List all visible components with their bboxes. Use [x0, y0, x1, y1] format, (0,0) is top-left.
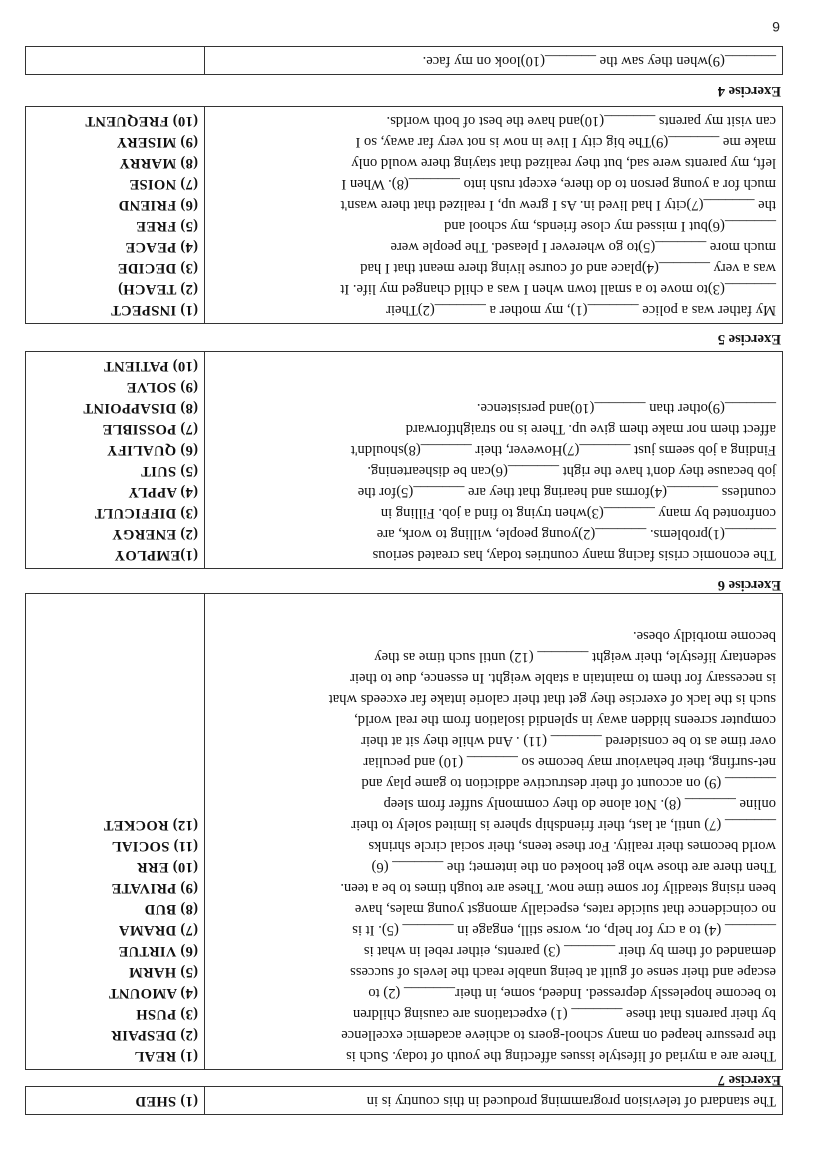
exercise-6-table	[25, 593, 783, 1070]
exercise-4-title: Exercise 4	[717, 83, 781, 99]
exercise-4-table	[25, 106, 783, 324]
word-item: (2) TEACH)	[117, 281, 198, 297]
text-line: become morbidly obese.	[632, 628, 776, 644]
text-line: was a very _______(4)place and of course living there meant that I had	[360, 260, 776, 276]
exercise-prev-words	[26, 47, 205, 75]
word-item: (5) SUIT	[140, 463, 198, 479]
word-item: (7) DRAMA	[118, 922, 198, 938]
word-item: (1) REAL	[134, 1048, 198, 1064]
word-item: (7) NOISE	[129, 176, 198, 192]
text-line: left, my parents were sad, but they realized that staying there would only	[351, 155, 776, 171]
text-line: is necessary for them to maintain a stable weight. In essence, due to their	[350, 670, 776, 686]
exercise-6-title: Exercise 6	[717, 577, 781, 593]
word-item: (2) ENERGY	[111, 526, 198, 542]
text-line: confronted by many _______(3)when trying to find a job. Filling in	[380, 505, 776, 521]
exercise-7-title: Exercise 7	[717, 1072, 781, 1088]
exercise-5-words	[26, 352, 205, 569]
text-line: world becomes their reality. For these teens, their social circle shrinks	[368, 838, 776, 854]
exercise-4-text	[205, 107, 783, 324]
text-line: been rising steadily for some time now. These are tough times to be a teen.	[340, 880, 776, 896]
exercise-prev-table	[25, 46, 783, 75]
word-item: (3) DECIDE	[117, 260, 198, 276]
word-item: (3) DIFFICULT	[94, 505, 198, 521]
text-line: _______(1)problems. _______(2)young people, willing to work, are	[376, 526, 776, 542]
exercise-5-title: Exercise 5	[717, 331, 781, 347]
word-item: (6) FRIEND	[118, 197, 198, 213]
word-item: (1) INSPECT	[110, 302, 198, 318]
text-line: the pressure heaped on many school-goers to achieve academic excellence	[341, 1027, 776, 1043]
word-item: (4) PEACE	[125, 239, 198, 255]
text-line: _______ (7) until, at last, their friendship sphere is limited solely to their	[351, 817, 776, 833]
exercise-7-text	[205, 1087, 783, 1115]
word-item: (4) APPLY	[128, 484, 198, 500]
text-line: by their parents that these _______ (1) expectations are causing children	[352, 1006, 776, 1022]
exercise-6-words	[26, 594, 205, 1070]
text-line: My father was a police _______(1), my mother a _______(2)Their	[386, 302, 776, 318]
text-line: The standard of television programming produced in this country is in	[366, 1093, 776, 1109]
text-line: such is the lack of exercise they get that their calorie intake far exceeds what	[328, 691, 776, 707]
text-line: Finding a job seems just _______(7)However, their _______(8)shouldn't	[350, 442, 776, 458]
text-line: The economic crisis facing many countries today, has created serious	[372, 547, 776, 563]
exercise-5-table	[25, 351, 783, 569]
text-line: can visit my parents _______(10)and have the best of both worlds.	[386, 113, 776, 129]
text-line: _______ (9) on account of their destructive addiction to game play and	[361, 775, 776, 791]
word-item: (10) ERR	[136, 859, 198, 875]
text-line: _______(6)but I missed my close friends, my school and	[444, 218, 776, 234]
exercise-5-text	[205, 352, 783, 569]
word-item: (1) SHED	[135, 1093, 198, 1109]
text-line: _______(9)when they saw the _______(10)look on my face.	[422, 53, 776, 69]
exercise-7-table	[25, 1086, 783, 1115]
text-line: affect them nor make them give up. There is no straightforward	[405, 421, 776, 437]
text-line: computer screens hidden away in splendid isolation from the real world,	[354, 712, 776, 728]
text-line: the _______(7)city I had lived in. As I grew up, I realized that there wasn't	[340, 197, 776, 213]
word-item: (9) SOLVE	[126, 379, 198, 395]
text-line: over time as to be considered _______ (11) . And while they sit at their	[361, 733, 776, 749]
text-line: Then there are those who get hooked on the internet; the _______ (6)	[371, 859, 776, 875]
text-line: _______(9)other than _______(10)and persistence.	[476, 400, 776, 416]
exercise-7-words	[26, 1087, 205, 1115]
word-item: (6) VIRTUE	[118, 943, 198, 959]
exercise-4-words	[26, 107, 205, 324]
exercise-6-text	[205, 594, 783, 1070]
word-item: (9) MISERY	[116, 134, 198, 150]
page-number: 6	[772, 19, 780, 35]
word-item: (7) POSSIBLE	[102, 421, 198, 437]
text-line: _______ (4) to a cry for help, or, worse still, engage in _______ (5). It is	[352, 922, 776, 938]
text-line: demanded of them by their _______ (3) parents, either rebel in what is	[363, 943, 776, 959]
word-item: (4) AMOUNT	[108, 985, 198, 1001]
text-line: There are a myriad of lifestyle issues affecting the youth of today. Such is	[346, 1048, 776, 1064]
word-item: (3) PUSH	[136, 1006, 198, 1022]
text-line: _______(3)to move to a small town when I was a child changed my life. It	[340, 281, 776, 297]
text-line: job because they don't have the right _______(6)can be disheartening.	[367, 463, 776, 479]
text-line: countless _______(4)forms and hearing that they are _______(5)for the	[357, 484, 776, 500]
text-line: no coincidence that suicide rates, especially amongst young males, have	[354, 901, 776, 917]
word-item: (9) PRIVATE	[111, 880, 198, 896]
word-item: (12) ROCKET	[103, 817, 198, 833]
text-line: escape and their sense of guilt at being unable reach the levels of success	[350, 964, 776, 980]
word-item: (10) PATIENT	[103, 358, 198, 374]
text-line: much more _______(5)to go wherever I pleased. The people were	[390, 239, 776, 255]
text-line: to become hopelessly depressed. Indeed, some, in their_______ (2) to	[368, 985, 776, 1001]
word-item: (10) FREQUENT	[85, 113, 198, 129]
word-item: (8) DISAPPOINT	[83, 400, 198, 416]
exercise-prev-text	[205, 47, 783, 75]
text-line: sedentary lifestyle, their weight _______ (12) until such time as they	[374, 649, 776, 665]
word-item: (11) SOCIAL	[111, 838, 198, 854]
text-line: online _______ (8). Not alone do they commonly suffer from sleep	[383, 796, 776, 812]
text-line: net-surfing, their behaviour may become so _______ (10) and peculiar	[363, 754, 776, 770]
text-line: much for a young person to do there, except rush into _______(8). When I	[341, 176, 776, 192]
word-item: (5) HARM	[128, 964, 198, 980]
word-item: (5) FREE	[136, 218, 198, 234]
word-item: (8) BUD	[144, 901, 198, 917]
text-line: make me _______(9)The big city I live in now is not very far away, so I	[355, 134, 776, 150]
word-item: (6) QUALIFY	[106, 442, 198, 458]
word-item: (2) DESPAIR	[111, 1027, 198, 1043]
word-item: (8) MARRY	[119, 155, 198, 171]
word-item: (1)EMPLOY	[114, 547, 198, 563]
